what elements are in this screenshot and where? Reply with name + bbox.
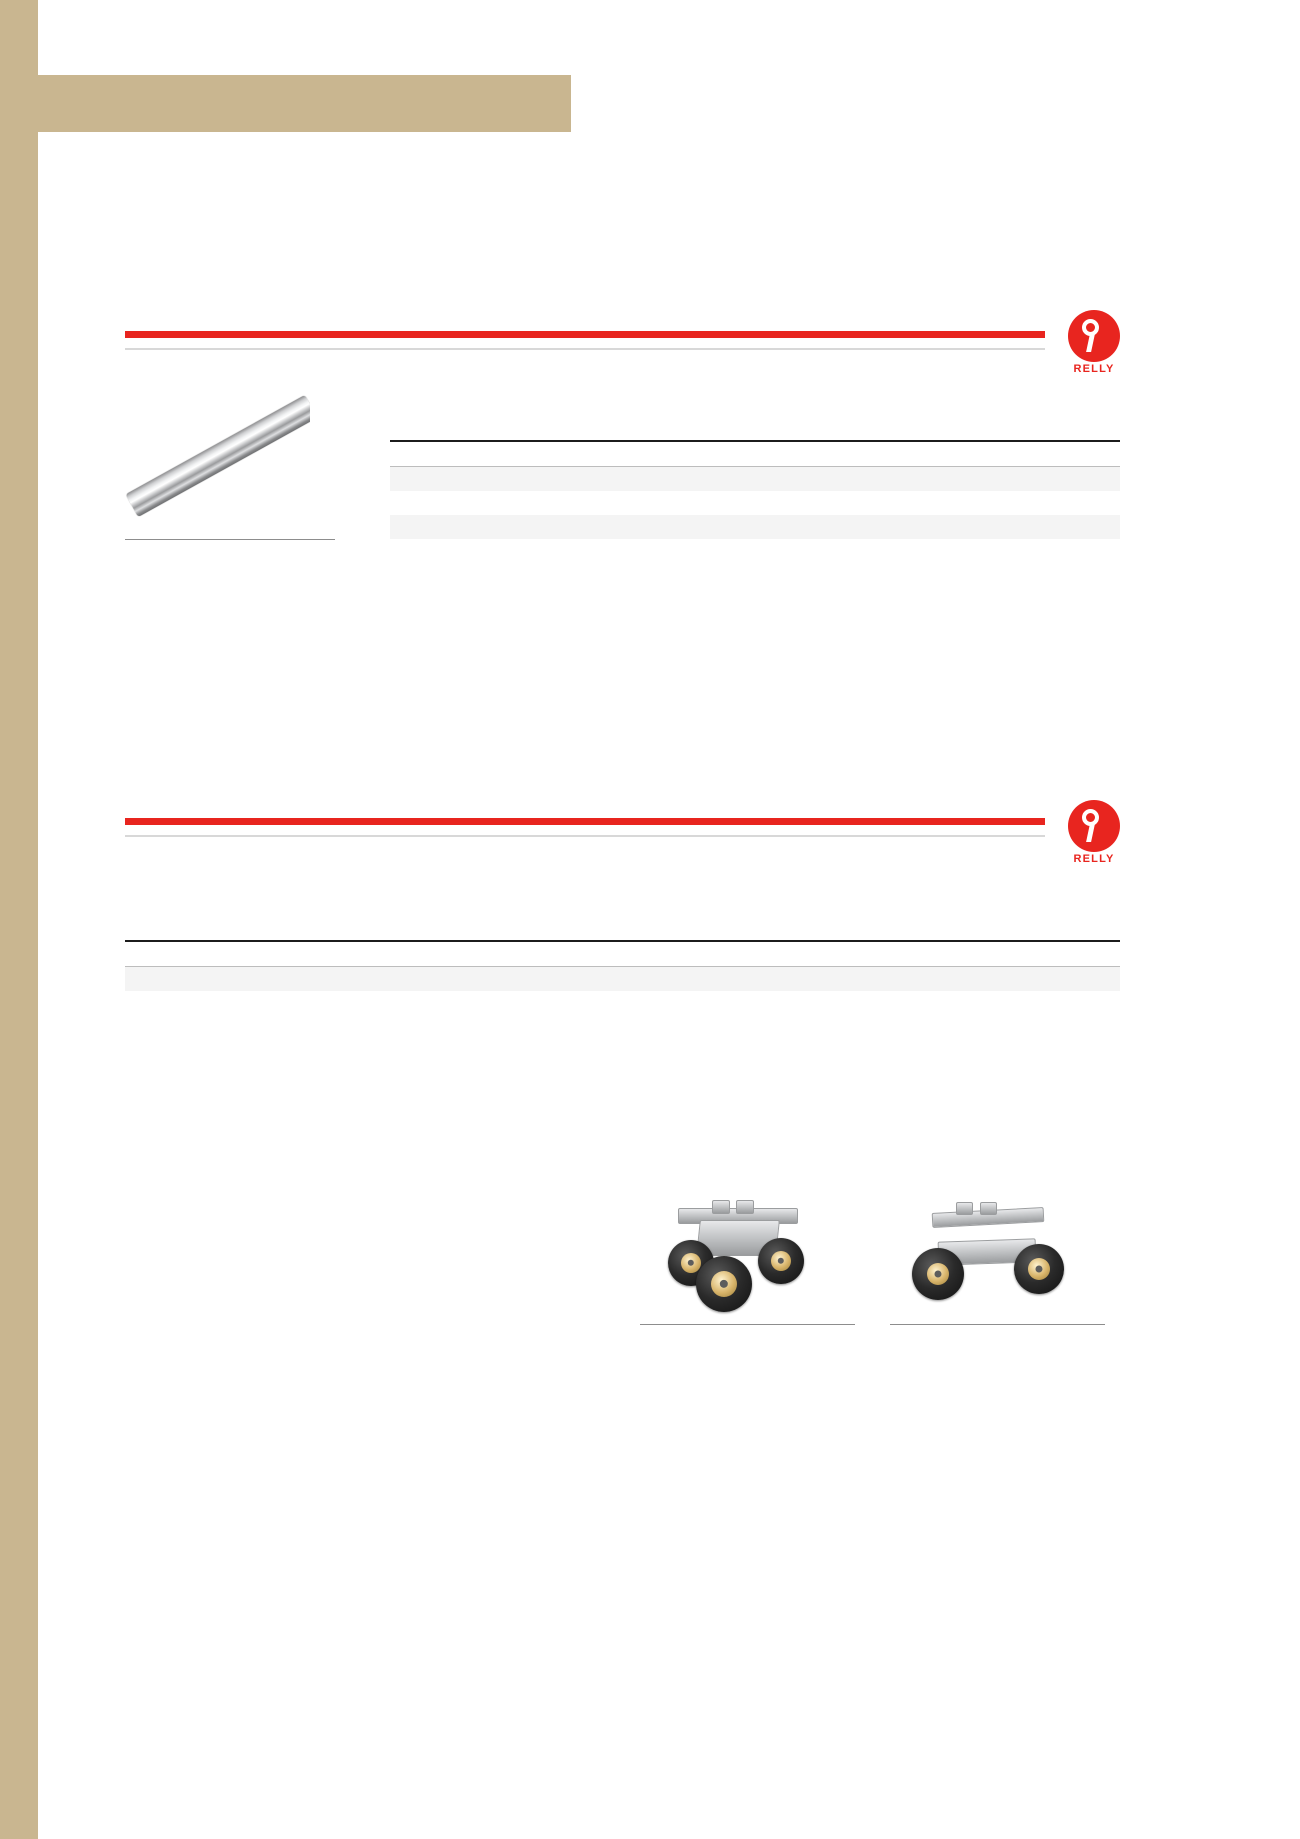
- relly-logo-bottom: [1063, 800, 1125, 865]
- table-header-row: [390, 441, 1120, 467]
- relly-logo-top: [1063, 310, 1125, 375]
- table-header-cell: [125, 941, 375, 967]
- table-cell: [750, 467, 930, 492]
- table-cell: [931, 515, 1120, 539]
- chrome-rail-photo: [125, 395, 310, 535]
- section-rollers-thin-rule: [125, 835, 1045, 837]
- table-cell: [931, 491, 1120, 515]
- section-rollers-band: [125, 818, 1045, 837]
- table-row: [390, 467, 1120, 492]
- relly-logo-icon: [1068, 310, 1120, 362]
- table-header-cell: [390, 441, 570, 467]
- product-roller-front: [640, 1200, 855, 1341]
- table-cell: [931, 467, 1120, 492]
- section-rail-red-rule: [125, 331, 1045, 338]
- table-cell: [375, 967, 625, 992]
- table-cell: [390, 491, 570, 515]
- rollers-spec-table: [125, 940, 1120, 991]
- table-header-cell: [375, 941, 625, 967]
- relly-logo-text: RELLY: [1073, 853, 1115, 865]
- relly-logo-icon: [1068, 800, 1120, 852]
- table-header-cell: [625, 941, 875, 967]
- table-cell: [390, 467, 570, 492]
- section-rollers-red-rule: [125, 818, 1045, 825]
- table-cell: [390, 515, 570, 539]
- table-header-cell: [750, 441, 930, 467]
- top-white-notch: [38, 0, 571, 75]
- table-row: [390, 491, 1120, 515]
- relly-logo-text: RELLY: [1073, 363, 1115, 375]
- table-cell: [625, 967, 875, 992]
- section-rail-band: [125, 331, 1045, 350]
- four-wheel-roller-photo: [640, 1200, 830, 1320]
- table-cell: [750, 515, 930, 539]
- table-cell: [570, 515, 750, 539]
- table-row: [390, 515, 1120, 539]
- table-header-cell: [570, 441, 750, 467]
- top-frame-bar: [38, 75, 571, 132]
- product-rail-caption: [125, 539, 335, 556]
- table-row: [125, 967, 1120, 992]
- table-header-cell: [875, 941, 1120, 967]
- table-cell: [125, 967, 375, 992]
- table-header-cell: [931, 441, 1120, 467]
- table-cell: [875, 967, 1120, 992]
- table-cell: [750, 491, 930, 515]
- product-roller-front-caption: [640, 1324, 855, 1341]
- section-rail-thin-rule: [125, 348, 1045, 350]
- product-rail: [125, 395, 335, 556]
- left-frame-bar: [0, 0, 38, 1839]
- product-roller-side: [890, 1200, 1105, 1341]
- rail-spec-table: [390, 440, 1120, 539]
- product-roller-side-caption: [890, 1324, 1105, 1341]
- four-wheel-roller-side-photo: [890, 1200, 1080, 1320]
- table-cell: [570, 491, 750, 515]
- table-header-row: [125, 941, 1120, 967]
- table-cell: [570, 467, 750, 492]
